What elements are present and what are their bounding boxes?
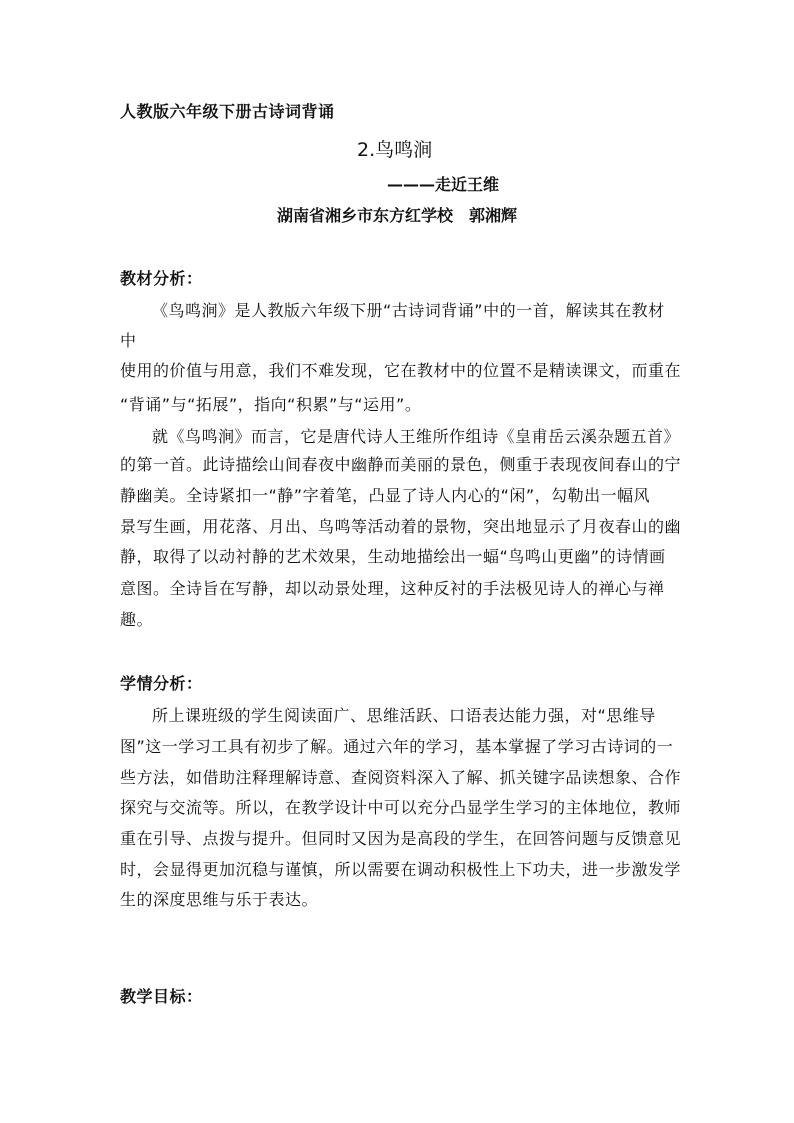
paragraph-line: 生的深度思维与乐于表达。 (120, 890, 319, 909)
section-heading-teaching-goals: 教学目标： (120, 987, 203, 1006)
series-title: 人教版六年级下册古诗词背诵 (120, 102, 335, 121)
paragraph-line: 时，会显得更加沉稳与谨慎，所以需要在调动积极性上下功夫，进一步激发学 (120, 860, 682, 879)
paragraph-line: 重在引导、点拨与提升。但同时又因为是高段的学生，在回答问题与反馈意见 (120, 829, 682, 848)
paragraph-line: 使用的价值与用意，我们不难发现，它在教材中的位置不是精读课文，而重在 (120, 361, 682, 380)
paragraph-line: “背诵”与“拓展”，指向“积累”与“运用”。 (120, 395, 422, 414)
paragraph-line: 图”这一学习工具有初步了解。通过六年的学习，基本掌握了学习古诗词的一 (120, 737, 674, 756)
paragraph-line: 景写生画，用花落、月出、鸟鸣等活动着的景物，突出地显示了月夜春山的幽 (120, 517, 682, 536)
section-heading-textbook-analysis: 教材分析： (120, 269, 203, 288)
paragraph-line: 所上课班级的学生阅读面广、思维活跃、口语表达能力强，对“思维导 (152, 706, 656, 725)
section-heading-student-analysis: 学情分析： (120, 674, 203, 693)
paragraph-line: 静幽美。全诗紧扣一“静”字着笔，凸显了诗人内心的“闲”，勾勒出一幅风 (120, 486, 651, 505)
paragraph-line: 趣。 (120, 610, 154, 629)
paragraph-line: 探究与交流等。所以，在教学设计中可以充分凸显学生学习的主体地位，教师 (120, 798, 682, 817)
paragraph-line: 意图。全诗旨在写静，却以动景处理，这种反衬的手法极见诗人的禅心与禅 (120, 579, 665, 598)
paragraph-line: 些方法，如借助注释理解诗意、查阅资料深入了解、抓关键字品读想象、合作 (120, 768, 682, 787)
paragraph-line: 《鸟鸣涧》是人教版六年级下册“古诗词背诵”中的一首，解读其在教材 (152, 301, 665, 320)
paragraph-line: 就《鸟鸣涧》而言，它是唐代诗人王维所作组诗《皇甫岳云溪杂题五首》 (152, 427, 681, 446)
lesson-title: 2.鸟鸣涧 (357, 139, 433, 161)
paragraph-line: 中 (120, 331, 137, 350)
author-line: 湖南省湘乡市东方红学校 郭湘辉 (277, 206, 518, 225)
paragraph-line: 静，取得了以动衬静的艺术效果，生动地描绘出一蝠“鸟鸣山更幽”的诗情画 (120, 547, 666, 566)
subtitle: ———走近王维 (387, 175, 500, 194)
paragraph-line: 的第一首。此诗描绘山间春夜中幽静而美丽的景色，侧重于表现夜间春山的宁 (120, 455, 682, 474)
